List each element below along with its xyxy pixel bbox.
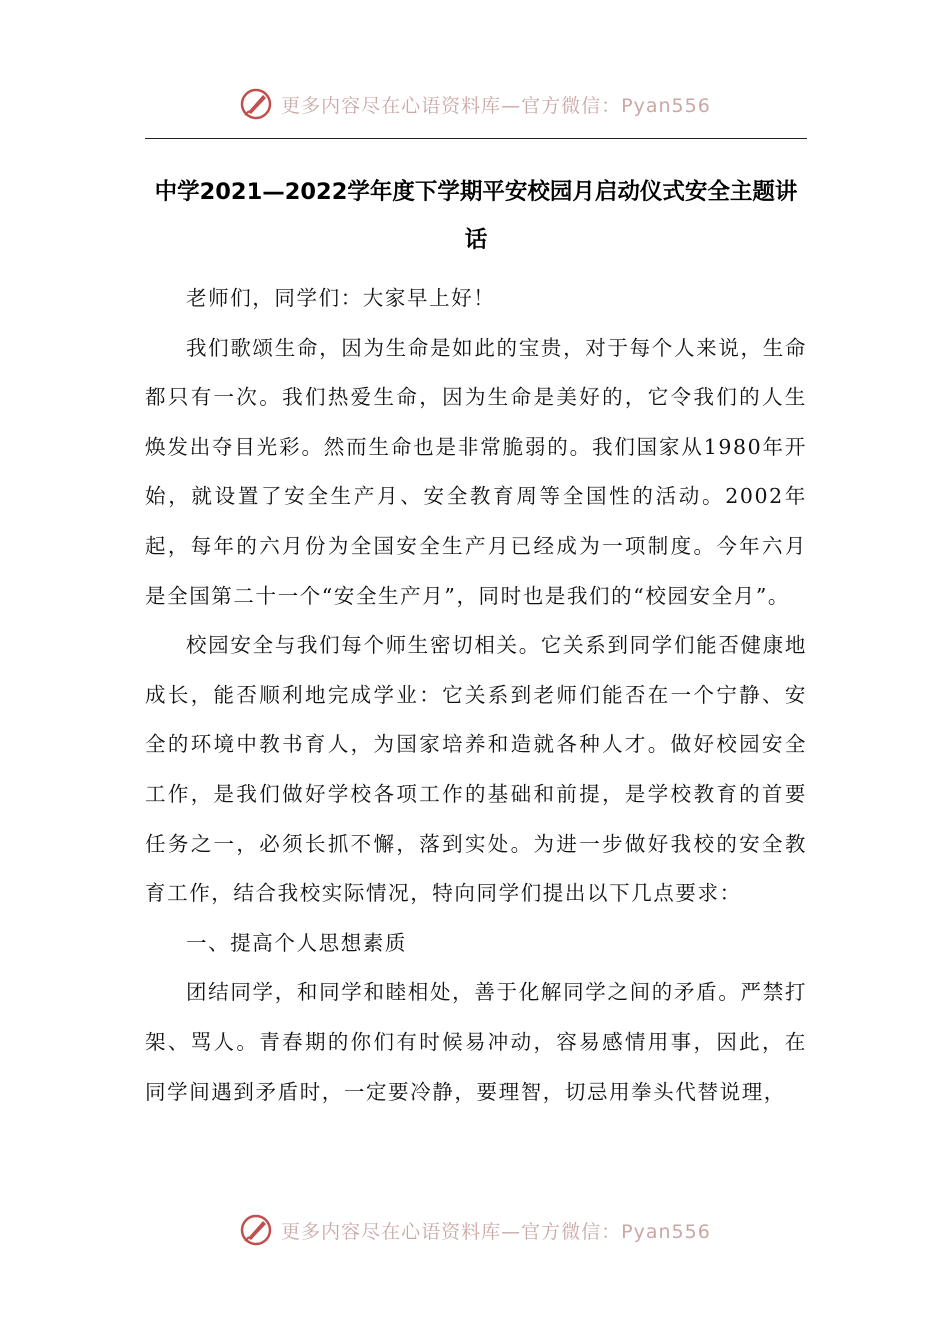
footer-banner — [0, 1210, 950, 1250]
greeting: 老师们，同学们：大家早上好！ — [186, 286, 496, 310]
paragraph: 我们歌颂生命，因为生命是如此的宝贵，对于每个人来说，生命都只有一次。我们热爱生命，因为生命是美好的，它令我们的人生焕发出夺目光彩。然而生命也是非常脆弱的。我们国家从1980年开始，就设置了安全生产月、安全教育周等全国性的活动。2002年起，每年的六月份为全国安全生产月已经成为一项制度。今年六月是全国第二十一个“安全生产月”，同时也是我们的“校园安全月”。 — [145, 335, 807, 608]
quill-logo-icon — [239, 1213, 273, 1247]
quill-logo-icon — [239, 87, 273, 121]
section-heading: 一、提高个人思想素质 — [186, 930, 407, 955]
banner-text: 更多内容尽在心语资料库—官方微信：Pyan556 — [281, 94, 711, 117]
paragraph: 团结同学，和同学和睦相处，善于化解同学之间的矛盾。严禁打架、骂人。青春期的你们有时候易冲动，容易感情用事，因此，在同学间遇到矛盾时，一定要冷静，要理智，切忌用拳头代替说理， — [145, 980, 807, 1104]
document-body — [145, 274, 807, 1117]
header-banner — [0, 84, 950, 124]
banner-text: 更多内容尽在心语资料库—官方微信：Pyan556 — [281, 1220, 711, 1243]
document-title: 中学2021—2022学年度下学期平安校园月启动仪式安全主题讲话 — [154, 179, 798, 253]
paragraph: 校园安全与我们每个师生密切相关。它关系到同学们能否健康地成长，能否顺利地完成学业：它关系到老师们能否在一个宁静、安全的环境中教书育人，为国家培养和造就各种人才。做好校园安全工作，是我们做好学校各项工作的基础和前提，是学校教育的首要任务之一，必须长抓不懈，落到实处。为进一步做好我校的安全教育工作，结合我校实际情况，特向同学们提出以下几点要求： — [145, 633, 807, 906]
header-divider — [145, 138, 807, 139]
